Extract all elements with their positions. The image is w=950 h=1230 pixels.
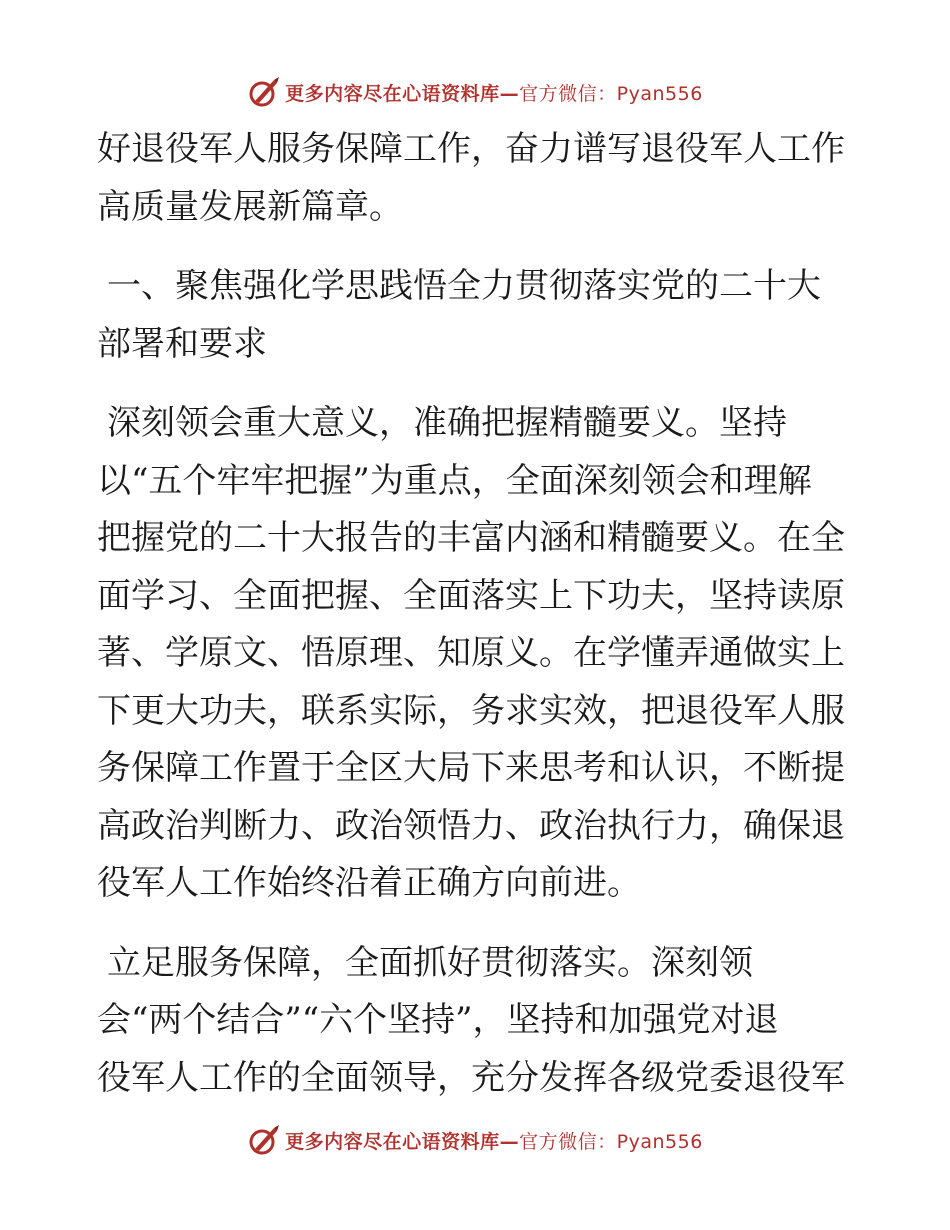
quill-logo-icon (247, 75, 281, 109)
text-line: 著、学原文、悟原理、知原义。在学懂弄通做实上 (97, 633, 845, 673)
banner-wechat: 官方微信：Pyan556 (519, 1130, 703, 1153)
banner-wechat: 官方微信：Pyan556 (519, 82, 703, 105)
text-line: 高政治判断力、政治领悟力、政治执行力，确保退 (97, 805, 845, 846)
text-line: 下更大功夫，联系实际，务求实效，把退役军人服 (97, 690, 845, 731)
text-line: 面学习、全面把握、全面落实上下功夫，坚持读原 (97, 575, 845, 616)
text-line: 深刻领会重大意义，准确把握精髓要义。坚持 (107, 403, 787, 443)
document-body (97, 121, 857, 1107)
text-line: 以“五个牢牢把握”为重点，全面深刻领会和理解 (97, 460, 812, 501)
section-heading-cont: 部署和要求 (97, 323, 267, 364)
text-line: 把握党的二十大报告的丰富内涵和精髓要义。在全 (97, 518, 845, 558)
text-line: 好退役军人服务保障工作，奋力谱写退役军人工作 (97, 129, 845, 169)
banner-text: 更多内容尽在心语资料库— (285, 1130, 520, 1153)
text-line: 务保障工作置于全区大局下来思考和认识，不断提 (97, 748, 845, 788)
banner-text: 更多内容尽在心语资料库— (285, 82, 520, 105)
header-watermark-banner (0, 72, 950, 112)
text-line: 立足服务保障，全面抓好贯彻落实。深刻领 (107, 942, 753, 983)
text-line: 高质量发展新篇章。 (97, 186, 403, 227)
text-line: 役军人工作的全面领导，充分发挥各级党委退役军 (97, 1057, 845, 1098)
footer-watermark-banner (0, 1120, 950, 1160)
text-line: 会“两个结合”“六个坚持”，坚持和加强党对退 (97, 1000, 779, 1040)
quill-logo-icon (247, 1123, 281, 1157)
text-line: 役军人工作始终沿着正确方向前进。 (97, 863, 641, 903)
section-heading: 一、聚焦强化学思践悟全力贯彻落实党的二十大 (107, 266, 821, 306)
